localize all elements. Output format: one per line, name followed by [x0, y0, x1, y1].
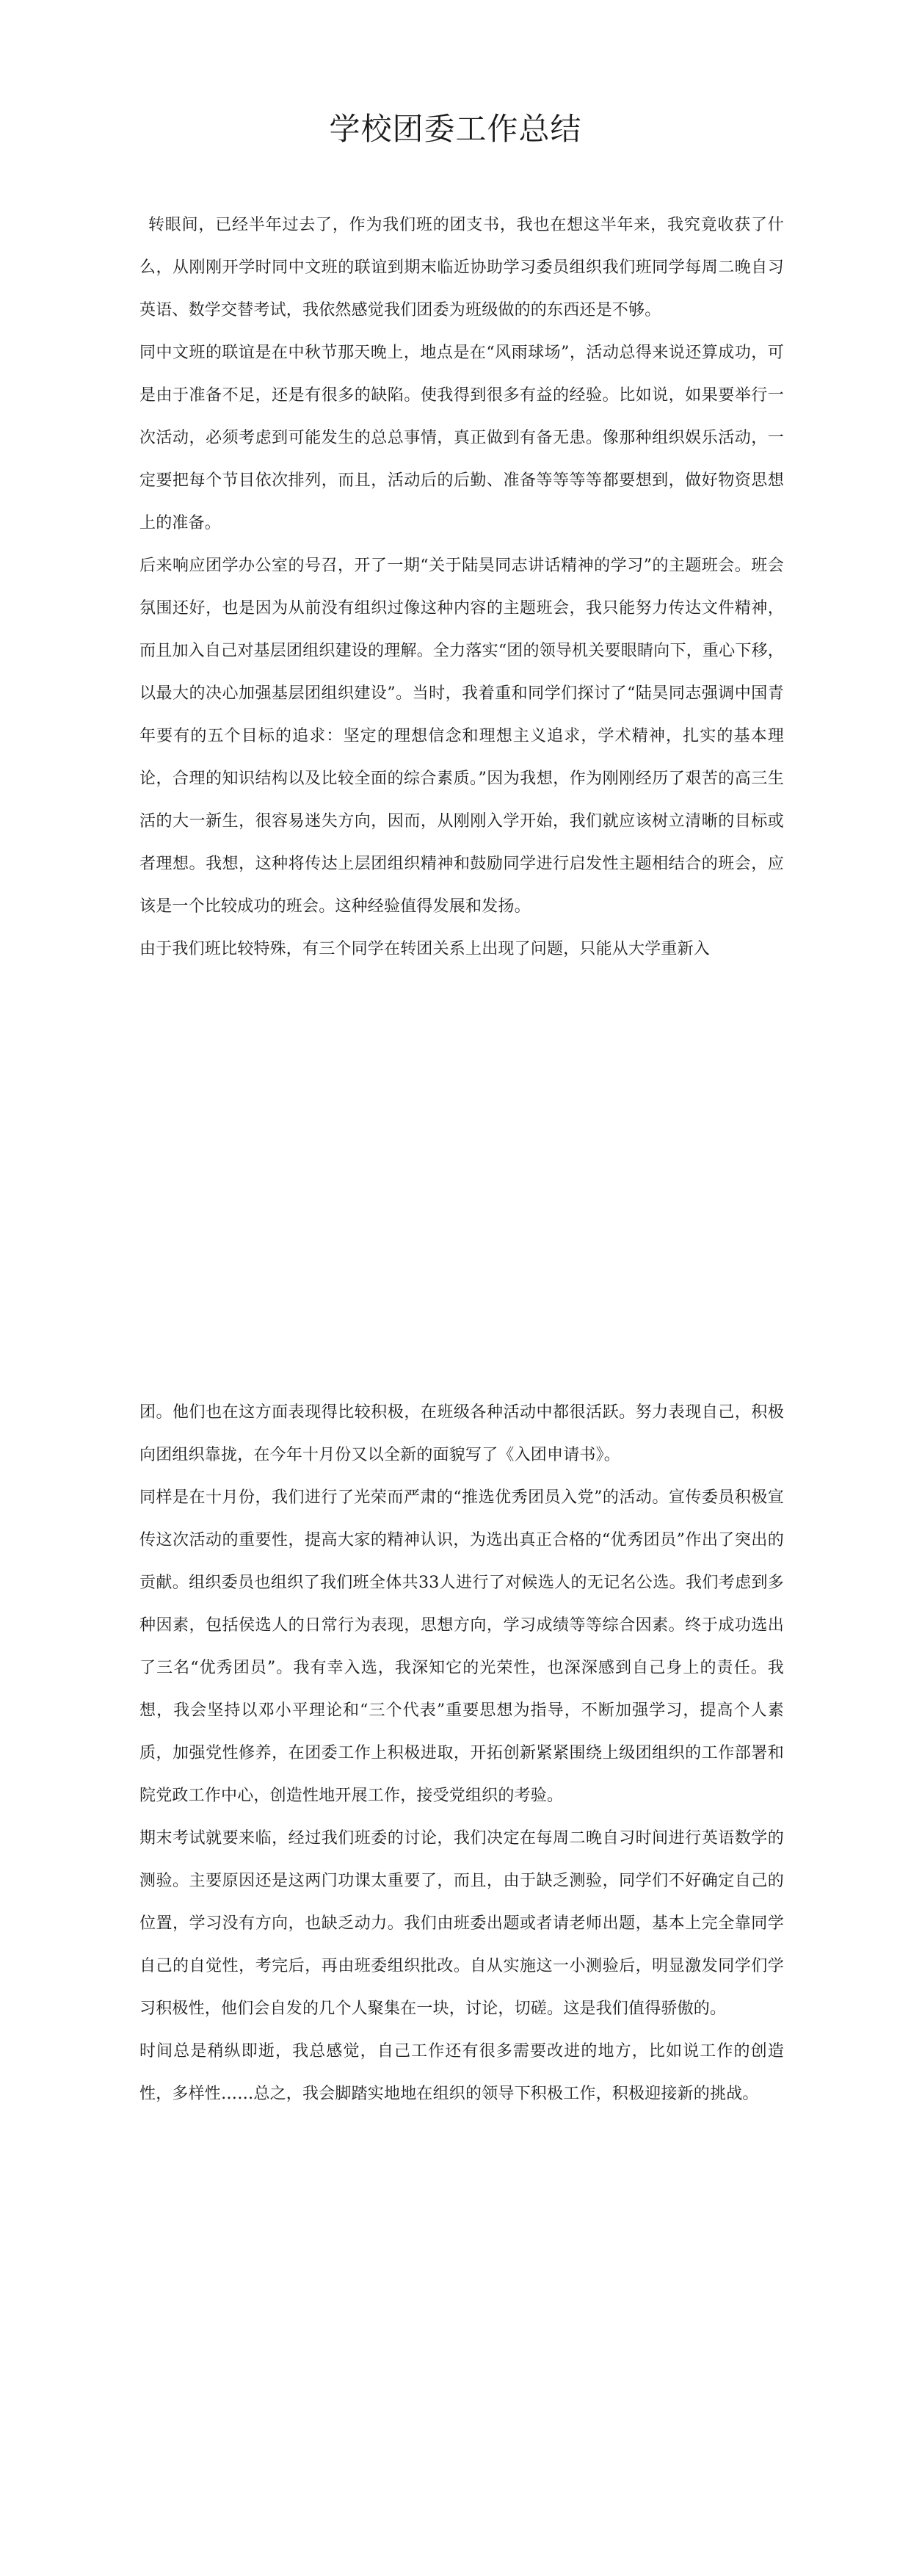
paragraph-transfer-issue-end: 团。他们也在这方面表现得比较积极，在班级各种活动中都很活跃。努力表现自己，积极向团组织靠拢，在今年十月份又以全新的面貌写了《入团申请书》。	[139, 1403, 784, 1464]
paragraph-transfer-issue-start: 由于我们班比较特殊，有三个同学在转团关系上出现了问题，只能从大学重新入	[139, 940, 711, 958]
text-block-upper	[139, 204, 784, 971]
document-title: 学校团委工作总结	[329, 111, 582, 147]
paragraph-opening: 转眼间，已经半年过去了，作为我们班的团支书，我也在想这半年来，我究竟收获了什么，从刚刚开学时同中文班的联谊到期末临近协助学习委员组织我们班同学每周二晚自习英语、数学交替考试，我依然感觉我们团委为班级做的的东西还是不够。	[139, 216, 784, 319]
paragraph-exam-quiz: 期末考试就要来临，经过我们班委的讨论，我们决定在每周二晚自习时间进行英语数学的测验。主要原因还是这两门功课太重要了，而且，由于缺乏测验，同学们不好确定自己的位置，学习没有方向，也缺乏动力。我们由班委出题或者请老师出题，基本上完全靠同学自己的自觉性，考完后，再由班委组织批改。自从实施这一小测验后，明显激发同学们学习积极性，他们会自发的几个人聚集在一块，讨论，切磋。这是我们值得骄傲的。	[139, 1829, 784, 2018]
paragraph-excellent-member: 同样是在十月份，我们进行了光荣而严肃的“推选优秀团员入党”的活动。宣传委员积极宣传这次活动的重要性，提高大家的精神认识，为选出真正合格的“优秀团员”作出了突出的贡献。组织委员也组织了我们班全体共33人进行了对候选人的无记名公选。我们考虑到多种因素，包括侯选人的日常行为表现，思想方向，学习成绩等等综合因素。终于成功选出了三名“优秀团员”。我有幸入选，我深知它的光荣性，也深深感到自己身上的责任。我想，我会坚持以邓小平理论和“三个代表”重要思想为指导，不断加强学习，提高个人素质，加强党性修养，在团委工作上积极进取，开拓创新紧紧围绕上级团组织的工作部署和院党政工作中心，创造性地开展工作，接受党组织的考验。	[139, 1488, 784, 1805]
paragraph-closing: 时间总是稍纵即逝，我总感觉，自己工作还有很多需要改进的地方，比如说工作的创造性，多样性……总之，我会脚踏实地地在组织的领导下积极工作，积极迎接新的挑战。	[139, 2042, 784, 2103]
text-block-lower	[139, 1392, 784, 2116]
paragraph-theme-meeting: 后来响应团学办公室的号召，开了一期“关于陆昊同志讲话精神的学习”的主题班会。班会氛围还好，也是因为从前没有组织过像这种内容的主题班会，我只能努力传达文件精神，而且加入自己对基层团组织建设的理解。全力落实“团的领导机关要眼睛向下，重心下移，以最大的决心加强基层团组织建设”。当时，我着重和同学们探讨了“陆昊同志强调中国青年要有的五个目标的追求：坚定的理想信念和理想主义追求，学术精神，扎实的基本理论，合理的知识结构以及比较全面的综合素质。”因为我想，作为刚刚经历了艰苦的高三生活的大一新生，很容易迷失方向，因而，从刚刚入学开始，我们就应该树立清晰的目标或者理想。我想，这种将传达上层团组织精神和鼓励同学进行启发性主题相结合的班会，应该是一个比较成功的班会。这种经验值得发展和发扬。	[139, 557, 784, 916]
paragraph-mixer-event: 同中文班的联谊是在中秋节那天晚上，地点是在“风雨球场”，活动总得来说还算成功，可是由于准备不足，还是有很多的缺陷。使我得到很多有益的经验。比如说，如果要举行一次活动，必须考虑到可能发生的总总事情，真正做到有备无患。像那种组织娱乐活动，一定要把每个节目依次排列，而且，活动后的后勤、准备等等等等都要想到，做好物资思想上的准备。	[139, 344, 784, 532]
